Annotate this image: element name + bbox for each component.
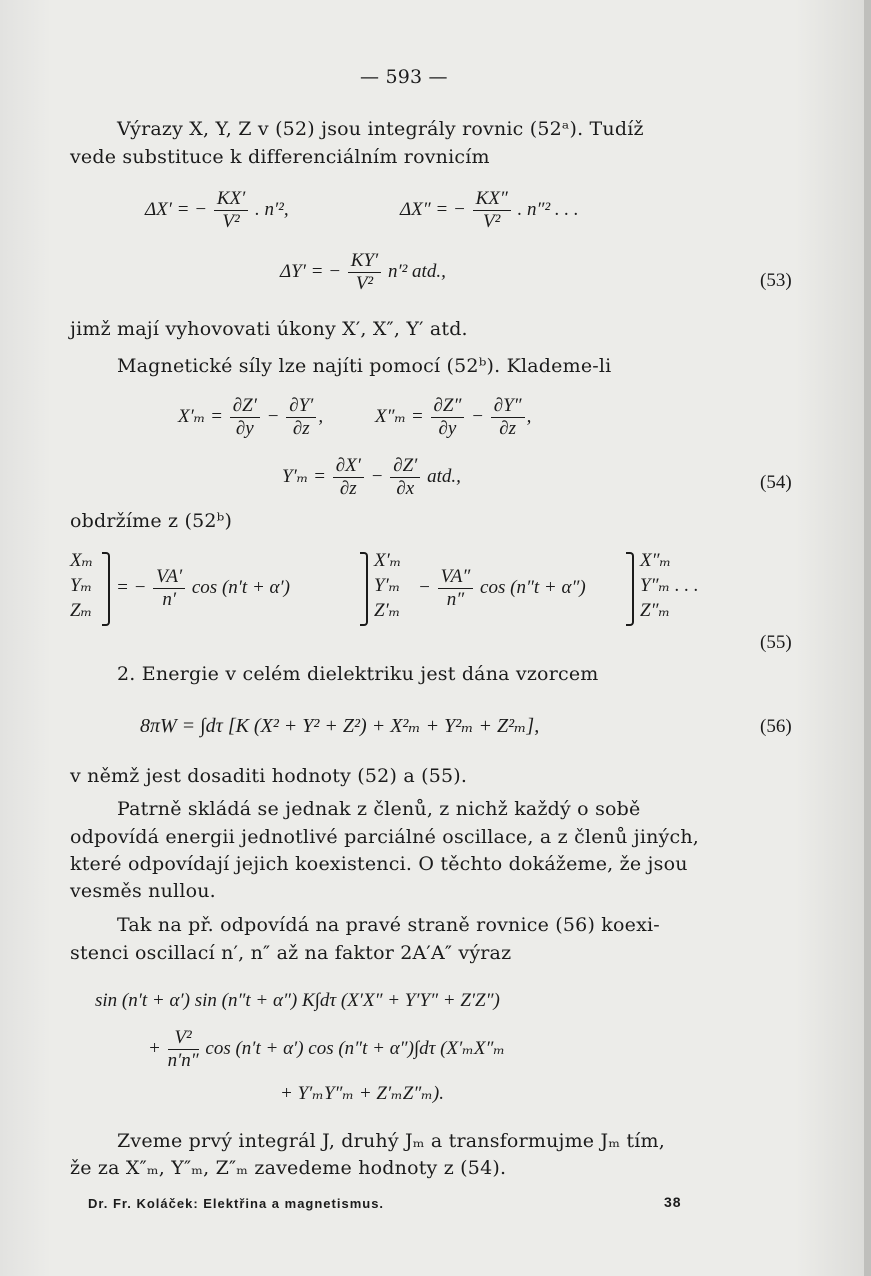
eq55-mid-column bbox=[374, 548, 401, 623]
line-obdrzime: obdržíme z (52ᵇ) bbox=[70, 510, 233, 532]
eq54-c-num-2: ∂Z′ bbox=[390, 455, 420, 478]
eq53-numerator-1: KX′ bbox=[214, 188, 248, 211]
eq55-right-2: Z″ₘ bbox=[640, 600, 671, 621]
eq55-left-2: Zₘ bbox=[70, 600, 93, 621]
equation-53-part-1 bbox=[145, 188, 289, 233]
paragraph-2-line-2: odpovídá energii jednotlivé parciálné oscillace, a z členů jiných, bbox=[70, 826, 700, 848]
eq55-brace-1 bbox=[102, 552, 110, 626]
paragraph-3-line-2: stenci oscillací n′, n″ až na faktor 2A′A″ výraz bbox=[70, 942, 512, 964]
paragraph-1-line-1: Výrazy X, Y, Z v (52) jsou integrály rovnic (52ᵃ). Tudíž bbox=[117, 118, 644, 140]
eq53-tail-1: . n′², bbox=[255, 198, 289, 220]
eq54-b-fraction-2 bbox=[491, 395, 525, 440]
paragraph-1-line-2: vede substituce k differenciálním rovnicím bbox=[70, 146, 490, 168]
line-magneticke: Magnetické síly lze najíti pomocí (52ᵇ). Klademe-li bbox=[117, 355, 612, 377]
footer-author-title: Dr. Fr. Koláček: Elektřina a magnetismus. bbox=[88, 1196, 385, 1211]
eq54-a-num-1: ∂Z′ bbox=[230, 395, 260, 418]
line-jimz: jimž mají vyhovovati úkony X′, X″, Y′ atd. bbox=[70, 318, 468, 340]
eq54-a-lhs: X′ₘ = bbox=[178, 405, 223, 427]
eq55-left-0: Xₘ bbox=[70, 550, 94, 571]
eq54-b-fraction-1 bbox=[431, 395, 465, 440]
eq-long-fraction bbox=[168, 1027, 199, 1072]
equation-long-line-1: sin (n′t + α′) sin (n″t + α″) K∫dτ (X′X″ + Y′Y″ + Z′Z″) bbox=[95, 990, 500, 1011]
eq54-c-num-1: ∂X′ bbox=[333, 455, 364, 478]
eq54-b-num-2: ∂Y″ bbox=[491, 395, 525, 418]
equation-56: 8πW = ∫dτ [K (X² + Y² + Z²) + X²ₘ + Y²ₘ + Z²ₘ], bbox=[140, 715, 540, 737]
paragraph-2-line-1: Patrně skládá se jednak z členů, z nichž každý o sobě bbox=[117, 798, 641, 820]
eq53-numerator-2: KX″ bbox=[473, 188, 511, 211]
page-number: — 593 — bbox=[360, 66, 448, 88]
eq55-denominator-1: n′ bbox=[162, 589, 176, 610]
eq-long-numerator: V² bbox=[168, 1027, 199, 1050]
equation-55-label: (55) bbox=[760, 632, 792, 653]
eq-long-plus: + bbox=[148, 1037, 161, 1059]
eq53-lhs-1: ΔX′ = − bbox=[145, 198, 208, 220]
eq54-c-fraction-2 bbox=[390, 455, 420, 500]
equation-53-label: (53) bbox=[760, 270, 792, 291]
equation-56-label: (56) bbox=[760, 716, 792, 737]
eq54-c-den-1: ∂z bbox=[339, 478, 357, 499]
equation-54-label: (54) bbox=[760, 472, 792, 493]
eq55-factor-2: − $\frac{VA''}{n''}$ cos (n″t + α″) bbox=[418, 566, 586, 610]
eq53-numerator-3: KY′ bbox=[348, 250, 381, 273]
paragraph-3-line-1: Tak na př. odpovídá na pravé straně rovnice (56) koexi- bbox=[117, 914, 660, 936]
eq55-numerator-1: VA′ bbox=[153, 566, 185, 589]
eq55-brace-2 bbox=[360, 552, 368, 626]
eq54-a-fraction-1 bbox=[230, 395, 260, 440]
eq55-mid-1: Y′ₘ bbox=[374, 575, 401, 596]
paragraph-4-line-2: že za X″ₘ, Y″ₘ, Z″ₘ zavedeme hodnoty z (54). bbox=[70, 1157, 507, 1179]
eq54-c-den-2: ∂x bbox=[396, 478, 415, 499]
eq53-fraction-3 bbox=[348, 250, 381, 295]
paragraph-2-line-3: které odpovídají jejich koexistenci. O těchto dokážeme, že jsou bbox=[70, 853, 688, 875]
eq54-b-num-1: ∂Z″ bbox=[431, 395, 465, 418]
eq53-lhs-2: ΔX″ = − bbox=[400, 198, 466, 220]
eq55-denominator-2: n″ bbox=[446, 589, 465, 610]
eq55-mid-2: Z′ₘ bbox=[374, 600, 401, 621]
eq54-b-lhs: X″ₘ = bbox=[375, 405, 424, 427]
eq55-numerator-2: VA″ bbox=[438, 566, 474, 589]
eq54-c-lhs: Y′ₘ = bbox=[282, 465, 326, 487]
equation-54-part-3: Y′ₘ = $\frac{\partial X'}{\partial z}$ − $\frac{\partial Z'}{\partial x}$ atd., bbox=[282, 455, 461, 499]
equation-53-part-2 bbox=[400, 188, 579, 233]
eq54-a-fraction-2 bbox=[286, 395, 316, 440]
eq55-cos-2: cos (n″t + α″) bbox=[480, 576, 586, 598]
eq54-c-tail: atd., bbox=[427, 465, 461, 487]
eq55-cos-1: cos (n′t + α′) bbox=[191, 576, 290, 598]
eq55-fraction-1 bbox=[153, 566, 185, 611]
eq55-right-column bbox=[640, 548, 699, 623]
eq54-a-den-2: ∂z bbox=[292, 418, 310, 439]
equation-53-part-3 bbox=[280, 250, 446, 295]
eq-long-denominator: n′n″ bbox=[167, 1050, 199, 1071]
line-vnemz: v němž jest dosaditi hodnoty (52) a (55). bbox=[70, 765, 468, 787]
eq54-a-den-1: ∂y bbox=[235, 418, 254, 439]
eq55-right-1: Y″ₘ . . . bbox=[640, 575, 699, 596]
paragraph-4-line-1: Zveme prvý integrál J, druhý Jₘ a transformujme Jₘ tím, bbox=[117, 1130, 665, 1152]
eq55-left-1: Yₘ bbox=[70, 575, 93, 596]
eq53-denominator-2: V² bbox=[483, 211, 501, 232]
footer-sheet-number: 38 bbox=[664, 1194, 682, 1210]
eq55-factor-1: = − $\frac{VA'}{n'}$ cos (n′t + α′) bbox=[116, 566, 290, 610]
eq53-denominator-3: V² bbox=[355, 273, 374, 294]
equation-54-part-2: X″ₘ = $\frac{\partial Z''}{\partial y}$ − $\frac{\partial Y''}{\partial z}$ , bbox=[375, 395, 532, 439]
eq55-right-0: X″ₘ bbox=[640, 550, 672, 571]
paragraph-2-line-4: vesměs nullou. bbox=[70, 880, 216, 902]
page-edge bbox=[864, 0, 871, 1276]
eq53-lhs-3: ΔY′ = − bbox=[280, 260, 342, 282]
equation-long-line-2 bbox=[148, 1027, 505, 1072]
eq54-b-den-2: ∂z bbox=[499, 418, 517, 439]
eq54-c-fraction-1 bbox=[333, 455, 364, 500]
eq54-b-den-1: ∂y bbox=[438, 418, 457, 439]
equation-long-line-3: + Y′ₘY″ₘ + Z′ₘZ″ₘ). bbox=[280, 1083, 444, 1104]
eq53-tail-3: n′² atd., bbox=[387, 260, 446, 282]
eq53-tail-2: . n″² . . . bbox=[517, 198, 579, 220]
equation-54-part-1: X′ₘ = $\frac{\partial Z'}{\partial y}$ − $\frac{\partial Y'}{\partial z}$ , bbox=[178, 395, 324, 439]
eq55-mid-0: X′ₘ bbox=[374, 550, 402, 571]
eq53-fraction-1 bbox=[214, 188, 248, 233]
eq53-fraction-2 bbox=[473, 188, 511, 233]
eq-long-tail: cos (n′t + α′) cos (n″t + α″)∫dτ (X′ₘX″ₘ bbox=[205, 1037, 506, 1059]
eq53-denominator-1: V² bbox=[222, 211, 240, 232]
eq55-fraction-2 bbox=[438, 566, 474, 611]
eq55-left-column bbox=[70, 548, 93, 623]
line-energie: 2. Energie v celém dielektriku jest dána vzorcem bbox=[117, 663, 599, 685]
eq54-a-num-2: ∂Y′ bbox=[286, 395, 316, 418]
eq55-brace-3 bbox=[626, 552, 634, 626]
